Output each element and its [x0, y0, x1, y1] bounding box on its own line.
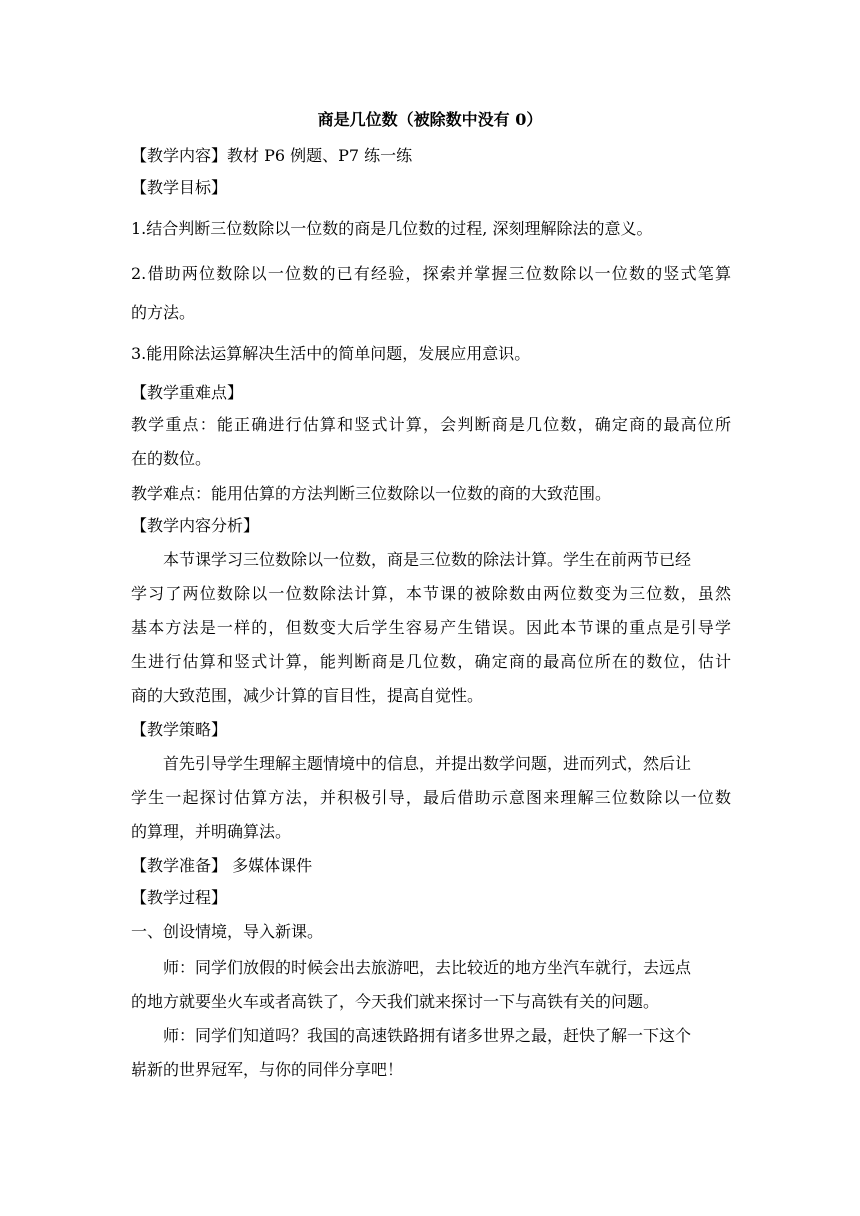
goal-1-line: 1.结合判断三位数除以一位数的商是几位数的过程, 深刻理解除法的意义。	[131, 219, 653, 238]
section-one-heading: 一、创设情境，导入新课。	[131, 922, 324, 941]
preparation-line: 【教学准备】 多媒体课件	[131, 856, 313, 875]
analysis-line-5: 商的大致范围，减少计算的盲目性，提高自觉性。	[131, 686, 484, 705]
key-point-line-2: 在的数位。	[131, 449, 212, 468]
goal-3-line: 3.能用除法运算解决生活中的简单问题，发展应用意识。	[131, 344, 531, 363]
strategy-line-3: 的算理，并明确算法。	[131, 822, 292, 841]
process-heading: 【教学过程】	[131, 888, 228, 907]
teaching-content-line: 【教学内容】教材 P6 例题、P7 练一练	[131, 146, 413, 165]
analysis-line-3: 基本方法是一样的，但数变大后学生容易产生错误。因此本节课的重点是引导学	[131, 618, 731, 637]
strategy-heading: 【教学策略】	[131, 720, 228, 739]
key-difficult-heading: 【教学重难点】	[131, 383, 244, 402]
document-title: 商是几位数（被除数中没有 0）	[317, 110, 543, 129]
content-analysis-heading: 【教学内容分析】	[131, 516, 260, 535]
teacher-line-1b: 的地方就要坐火车或者高铁了，今天我们就来探讨一下与高铁有关的问题。	[131, 992, 660, 1011]
difficult-point-line: 教学难点：能用估算的方法判断三位数除以一位数的商的大致范围。	[131, 484, 612, 503]
strategy-line-1: 首先引导学生理解主题情境中的信息，并提出数学问题，进而列式，然后让	[163, 754, 692, 773]
goal-2-line-1: 2.借助两位数除以一位数的已有经验，探索并掌握三位数除以一位数的竖式笔算	[131, 264, 731, 283]
teacher-line-1a: 师：同学们放假的时候会出去旅游吧，去比较近的地方坐汽车就行，去远点	[163, 958, 692, 977]
goal-2-line-2: 的方法。	[131, 303, 196, 322]
teacher-line-2b: 崭新的世界冠军，与你的同伴分享吧！	[131, 1060, 404, 1079]
analysis-line-2: 学习了两位数除以一位数除法计算，本节课的被除数由两位数变为三位数，虽然	[131, 584, 731, 603]
analysis-line-1: 本节课学习三位数除以一位数，商是三位数的除法计算。学生在前两节已经	[163, 550, 692, 569]
teacher-line-2a: 师：同学们知道吗？我国的高速铁路拥有诸多世界之最，赶快了解一下这个	[163, 1026, 692, 1045]
strategy-line-2: 学生一起探讨估算方法，并积极引导，最后借助示意图来理解三位数除以一位数	[131, 788, 731, 807]
teaching-goals-heading: 【教学目标】	[131, 178, 228, 197]
analysis-line-4: 生进行估算和竖式计算，能判断商是几位数，确定商的最高位所在的数位，估计	[131, 652, 731, 671]
key-point-line-1: 教学重点：能正确进行估算和竖式计算，会判断商是几位数，确定商的最高位所	[131, 415, 731, 434]
